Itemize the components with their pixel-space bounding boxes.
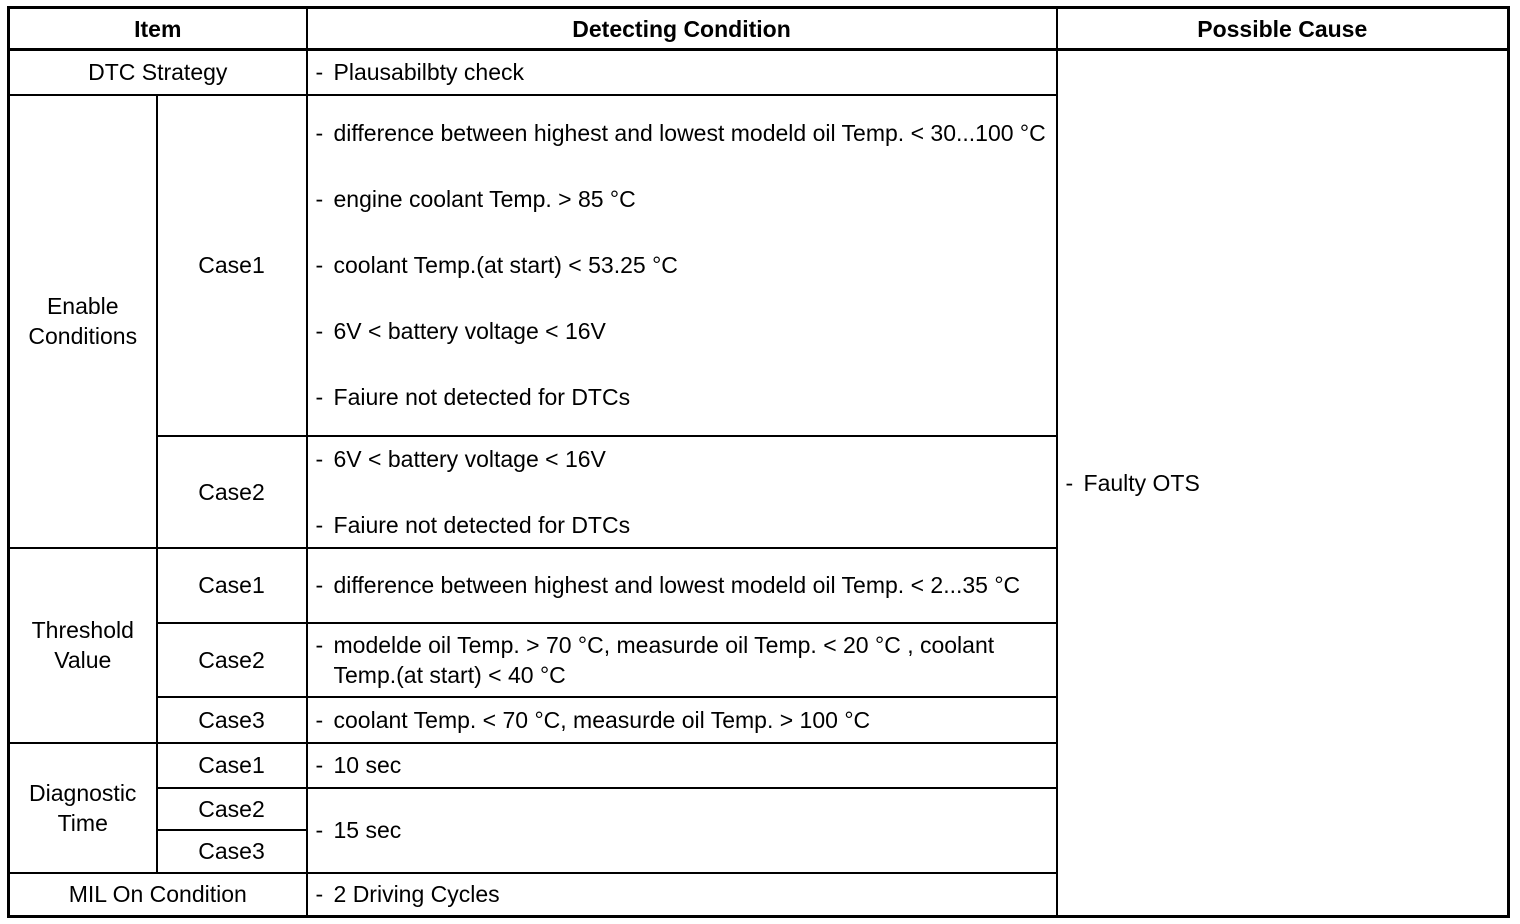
mil-on-label: MIL On Condition xyxy=(9,873,307,917)
enable-case1-cond-5: Faiure not detected for DTCs xyxy=(333,384,631,410)
threshold-case2-label: Case2 xyxy=(157,623,307,697)
header-possible-cause: Possible Cause xyxy=(1057,8,1509,50)
threshold-case1-condition: - difference between highest and lowest modeld oil Temp. < 2...35 °C xyxy=(307,548,1057,623)
diag-case3-label: Case3 xyxy=(157,830,307,873)
enable-case2-conditions: - 6V < battery voltage < 16V - Faiure not detected for DTCs xyxy=(307,436,1057,548)
dtc-table xyxy=(7,6,1510,918)
dtc-strategy-label: DTC Strategy xyxy=(9,50,307,95)
diag-case2-label: Case2 xyxy=(157,788,307,830)
dtc-strategy-condition: - Plausabilbty check xyxy=(307,50,1057,95)
threshold-case3-condition: - coolant Temp. < 70 °C, measurde oil Temp. > 100 °C xyxy=(307,697,1057,743)
mil-on-condition: - 2 Driving Cycles xyxy=(307,873,1057,917)
header-row xyxy=(9,8,1509,50)
bullet: - xyxy=(315,59,324,86)
enable-case2-cond-1: 6V < battery voltage < 16V xyxy=(333,445,606,472)
enable-case1-cond-4: 6V < battery voltage < 16V xyxy=(333,318,606,344)
threshold-case2-condition: - modelde oil Temp. > 70 °C, measurde oil Temp. < 20 °C , coolant Temp.(at start) < 40 °C xyxy=(307,623,1057,697)
enable-case1-conditions: - difference between highest and lowest modeld oil Temp. < 30...100 °C - engine coolant Temp. > 85 °C - coolant Temp.(at start) < 53.25 °C - 6V < battery voltage < 16V - Faiure not detected for DTCs xyxy=(307,95,1057,436)
threshold-case3-label: Case3 xyxy=(157,697,307,743)
enable-case1-cond-3: coolant Temp.(at start) < 53.25 °C xyxy=(333,252,678,278)
bullet: - xyxy=(1065,470,1074,496)
enable-conditions-label: Enable Conditions xyxy=(9,95,157,548)
enable-case1-label: Case1 xyxy=(157,95,307,436)
enable-case1-cond-1: difference between highest and lowest modeld oil Temp. < 30...100 °C xyxy=(333,120,1046,146)
enable-case2-label: Case2 xyxy=(157,436,307,548)
header-item: Item xyxy=(9,8,307,50)
enable-case1-cond-2: engine coolant Temp. > 85 °C xyxy=(333,186,636,212)
row-dtc-strategy xyxy=(9,50,1509,95)
diag-case1-label: Case1 xyxy=(157,743,307,788)
possible-cause-cell xyxy=(1057,50,1509,917)
diagnostic-time-label: Diagnostic Time xyxy=(9,743,157,873)
diag-case1-condition: - 10 sec xyxy=(307,743,1057,788)
enable-case2-cond-2: Faiure not detected for DTCs xyxy=(333,511,631,538)
threshold-case1-label: Case1 xyxy=(157,548,307,623)
header-detecting-condition: Detecting Condition xyxy=(307,8,1057,50)
diag-case23-condition: - 15 sec xyxy=(307,788,1057,873)
threshold-value-label: Threshold Value xyxy=(9,548,157,743)
possible-cause-text: Faulty OTS xyxy=(1083,470,1200,496)
